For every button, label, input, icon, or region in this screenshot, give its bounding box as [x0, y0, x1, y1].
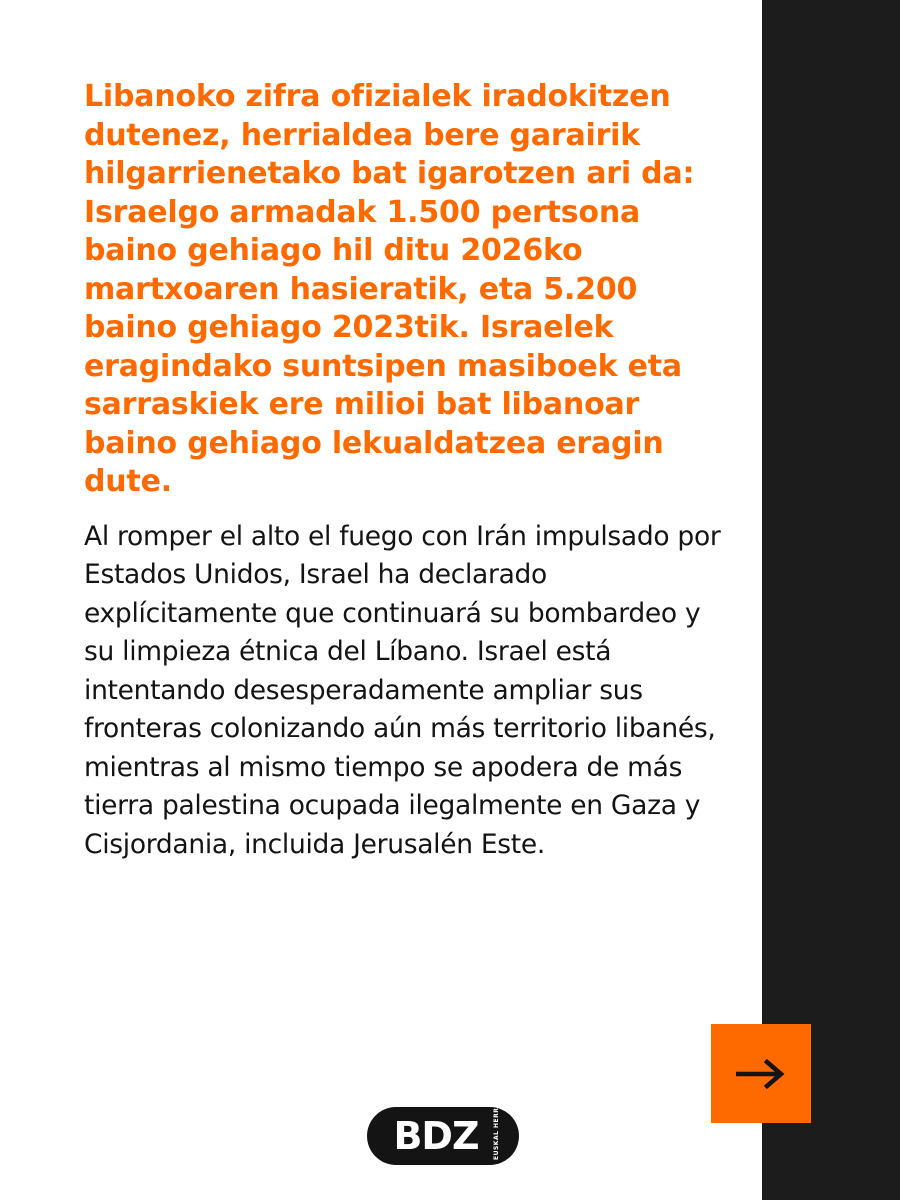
- main-content: [84, 78, 724, 864]
- right-sidebar-band: [762, 0, 900, 1200]
- bdz-logo: [367, 1099, 533, 1166]
- headline-basque: Libanoko zifra ofizialek iradokitzen dutenez, herrialdea bere garairik hilgarrienetako bat igarotzen ari da: Israelgo armadak 1.500 pertsona baino gehiago hil ditu 2026ko martxoaren hasieratik, eta 5.200 baino gehiago 2023tik. Israelek eragindako suntsipen masiboek eta sarraskiek ere milioi bat libanoar baino gehiago lekualdatzea eragin dute.: [84, 79, 695, 499]
- logo-tagline: EUSKAL HERRIA: [493, 1099, 500, 1160]
- next-slide-button[interactable]: [711, 1024, 811, 1123]
- arrow-right-icon: [736, 1059, 786, 1089]
- body-text-spanish: Al romper el alto el fuego con Irán impulsado por Estados Unidos, Israel ha declarado explícitamente que continuará su bombardeo y su limpieza étnica del Líbano. Israel está intentando desesperadamente ampliar sus fronteras colonizando aún más territorio libanés, mientras al mismo tiempo se apodera de más tierra palestina ocupada ilegalmente en Gaza y Cisjordania, incluida Jerusalén Este.: [84, 520, 721, 860]
- logo-wordmark: BDZ: [393, 1114, 479, 1158]
